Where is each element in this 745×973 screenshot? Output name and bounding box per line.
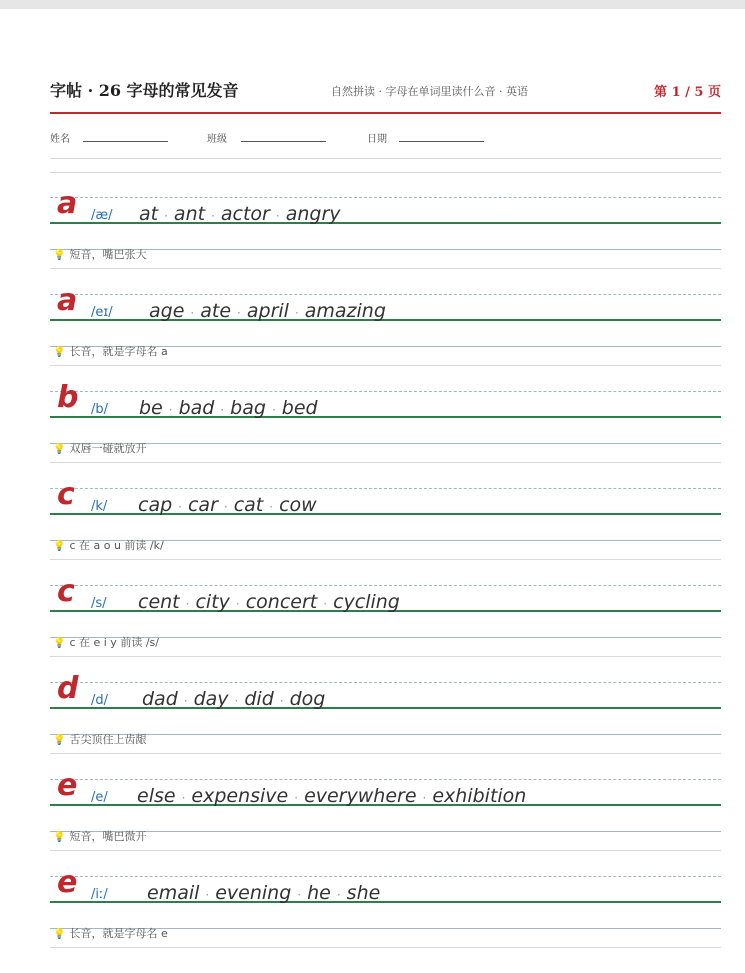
example-word: evening (215, 882, 292, 904)
word-separator: · (234, 694, 239, 708)
lightbulb-icon: 💡 (53, 735, 66, 746)
ipa-label: /b/ (91, 402, 109, 417)
example-word: email (147, 882, 200, 904)
example-word: concert (245, 591, 318, 613)
example-words (137, 783, 526, 811)
pronunciation-tip (53, 247, 146, 264)
practice-row (50, 865, 721, 973)
class-label: 班级 (207, 134, 227, 145)
lightbulb-icon: 💡 (53, 832, 66, 843)
tip-text: 短音，嘴巴微开 (69, 830, 147, 843)
word-separator: · (205, 888, 210, 902)
word-separator: · (220, 403, 225, 417)
page-header (50, 78, 721, 102)
pronunciation-tip (53, 926, 168, 943)
page-title: 字帖 · 26 字母的常见发音 (50, 81, 239, 100)
row-divider (50, 462, 721, 463)
ipa-label: /d/ (91, 693, 109, 708)
date-label: 日期 (367, 134, 387, 145)
pronunciation-tip (53, 732, 146, 749)
word-separator: · (190, 306, 195, 320)
row-divider (50, 850, 721, 851)
pronunciation-tip (53, 344, 168, 361)
word-separator: · (323, 597, 328, 611)
meta-divider (50, 158, 721, 159)
pronunciation-tip (53, 538, 164, 555)
example-word: ant (173, 203, 206, 225)
practice-row (50, 671, 721, 779)
ipa-label: /s/ (91, 596, 107, 611)
example-words (139, 395, 318, 423)
example-word: at (139, 203, 159, 225)
example-word: day (193, 688, 229, 710)
letter-glyph: b (57, 380, 79, 415)
example-word: actor (220, 203, 270, 225)
example-word: else (137, 785, 176, 807)
lightbulb-icon: 💡 (53, 250, 66, 261)
example-words (142, 686, 325, 714)
page-number: 第 1 / 5 页 (654, 85, 721, 100)
word-separator: · (235, 597, 240, 611)
word-separator: · (294, 791, 299, 805)
practice-row (50, 574, 721, 682)
example-word: did (244, 688, 274, 710)
word-separator: · (294, 306, 299, 320)
letter-glyph: e (57, 768, 78, 803)
word-separator: · (181, 791, 186, 805)
lightbulb-icon: 💡 (53, 541, 66, 552)
example-word: cow (279, 494, 317, 516)
ipa-label: /e/ (91, 790, 108, 805)
ipa-label: /iː/ (91, 887, 108, 902)
example-words (147, 880, 380, 908)
row-divider (50, 559, 721, 560)
guide-dashed-line (50, 876, 721, 877)
example-words (139, 201, 341, 229)
practice-row (50, 380, 721, 488)
guide-dashed-line (50, 294, 721, 295)
letter-glyph: c (57, 477, 75, 512)
guide-dashed-line (50, 488, 721, 489)
example-word: bag (230, 397, 266, 419)
lightbulb-icon: 💡 (53, 929, 66, 940)
lightbulb-icon: 💡 (53, 347, 66, 358)
date-blank[interactable] (399, 141, 484, 142)
row-divider (50, 753, 721, 754)
word-separator: · (297, 888, 302, 902)
row-divider (50, 656, 721, 657)
example-word: amazing (304, 300, 386, 322)
example-word: car (187, 494, 218, 516)
word-separator: · (183, 694, 188, 708)
letter-glyph: a (57, 186, 78, 221)
tip-text: 双唇一碰就放开 (69, 442, 147, 455)
example-word: ate (200, 300, 232, 322)
pronunciation-tip (53, 441, 146, 458)
example-word: april (246, 300, 289, 322)
practice-row (50, 477, 721, 585)
word-separator: · (237, 306, 241, 320)
tip-text: c 在 a o u 前读 /k/ (69, 539, 164, 552)
guide-dashed-line (50, 585, 721, 586)
lightbulb-icon: 💡 (53, 638, 66, 649)
word-separator: · (168, 403, 173, 417)
example-word: she (346, 882, 381, 904)
word-separator: · (422, 791, 427, 805)
ipa-label: /eɪ/ (91, 305, 113, 320)
guide-dashed-line (50, 682, 721, 683)
guide-line (50, 734, 721, 735)
letter-glyph: e (57, 865, 78, 900)
example-word: bad (178, 397, 215, 419)
example-word: dog (289, 688, 326, 710)
example-word: everywhere (304, 785, 417, 807)
guide-dashed-line (50, 197, 721, 198)
name-label: 姓名 (50, 134, 70, 145)
row-divider (50, 268, 721, 269)
guide-line (50, 443, 721, 444)
example-word: cat (233, 494, 264, 516)
example-word: angry (285, 203, 341, 225)
tip-text: 舌尖顶住上齿龈 (69, 733, 147, 746)
practice-row (50, 768, 721, 876)
word-separator: · (279, 694, 284, 708)
tip-text: 长音，就是字母名 a (69, 345, 168, 358)
example-word: expensive (191, 785, 289, 807)
word-separator: · (223, 500, 228, 514)
pronunciation-tip (53, 829, 146, 846)
word-separator: · (336, 888, 341, 902)
name-blank[interactable] (83, 141, 168, 142)
word-separator: · (185, 597, 190, 611)
example-word: cycling (333, 591, 400, 613)
word-separator: · (271, 403, 276, 417)
row-divider (50, 947, 721, 948)
example-word: bed (281, 397, 318, 419)
letter-glyph: c (57, 574, 75, 609)
guide-line (50, 831, 721, 832)
guide-line (50, 249, 721, 250)
guide-dashed-line (50, 779, 721, 780)
example-words (149, 298, 386, 326)
example-word: cent (138, 591, 180, 613)
page-subtitle: 自然拼读 · 字母在单词里读什么音 · 英语 (331, 85, 528, 98)
letter-glyph: a (57, 283, 78, 318)
example-word: be (139, 397, 163, 419)
example-words (138, 492, 317, 520)
example-words (138, 589, 400, 617)
word-separator: · (178, 500, 182, 514)
ipa-label: /æ/ (91, 208, 113, 223)
practice-top-line (50, 172, 721, 173)
word-separator: · (211, 209, 215, 223)
ipa-label: /k/ (91, 499, 108, 514)
word-separator: · (275, 209, 280, 223)
lightbulb-icon: 💡 (53, 444, 66, 455)
class-blank[interactable] (241, 141, 326, 142)
example-word: age (149, 300, 185, 322)
tip-text: 长音，就是字母名 e (69, 927, 168, 940)
practice-row (50, 186, 721, 294)
example-word: city (195, 591, 230, 613)
word-separator: · (164, 209, 168, 223)
header-divider (50, 112, 721, 114)
word-separator: · (269, 500, 274, 514)
tip-text: c 在 e i y 前读 /s/ (69, 636, 159, 649)
row-divider (50, 365, 721, 366)
example-word: cap (138, 494, 173, 516)
guide-dashed-line (50, 391, 721, 392)
practice-row (50, 283, 721, 391)
example-word: he (307, 882, 331, 904)
browser-top-bar (0, 0, 745, 9)
example-word: dad (142, 688, 178, 710)
letter-glyph: d (57, 671, 79, 706)
example-word: exhibition (432, 785, 527, 807)
tip-text: 短音，嘴巴张大 (69, 248, 147, 261)
pronunciation-tip (53, 635, 159, 652)
